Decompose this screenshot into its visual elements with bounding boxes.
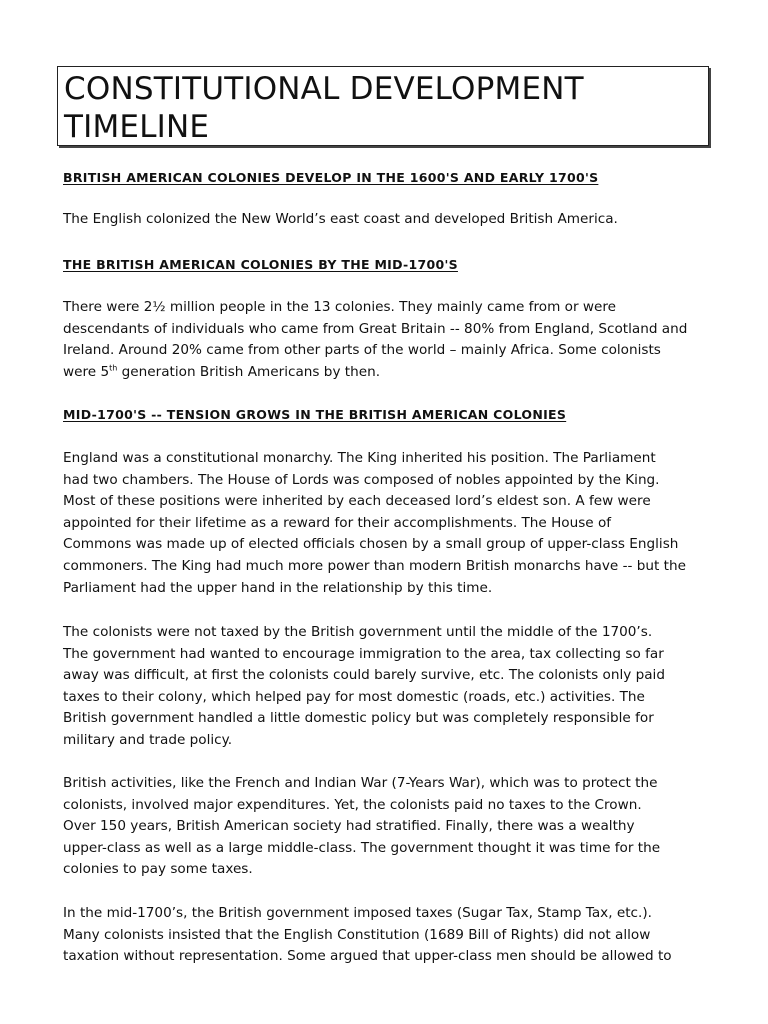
paragraph-line: had two chambers. The House of Lords was composed of nobles appointed by the King. xyxy=(63,471,660,488)
paragraph-line: The English colonized the New World’s east coast and developed British America. xyxy=(63,211,618,227)
paragraph-line: taxes to their colony, which helped pay for most domestic (roads, etc.) activities. The xyxy=(63,688,645,705)
paragraph-line: military and trade policy. xyxy=(63,731,233,748)
paragraph-line: colonists, involved major expenditures. Yet, the colonists paid no taxes to the Crown. xyxy=(63,796,642,813)
paragraph-line: away was difficult, at first the colonists could barely survive, etc. The colonists only paid xyxy=(63,667,665,684)
page-title-line-2: TIMELINE xyxy=(64,109,210,145)
paragraph xyxy=(63,448,713,599)
paragraph-line: appointed for their lifetime as a reward for their accomplishments. The House of xyxy=(63,514,612,531)
title-box xyxy=(57,66,709,146)
section-heading-1: BRITISH AMERICAN COLONIES DEVELOP IN THE 1600'S AND EARLY 1700'S xyxy=(63,170,599,185)
ordinal-suffix: th xyxy=(109,363,118,373)
page-title-line-1: CONSTITUTIONAL DEVELOPMENT xyxy=(64,71,584,107)
paragraph-line: Many colonists insisted that the English Constitution (1689 Bill of Rights) did not allow xyxy=(63,926,651,943)
paragraph-line: Over 150 years, British American society had stratified. Finally, there was a wealthy xyxy=(63,818,635,835)
paragraph-line: In the mid-1700’s, the British government imposed taxes (Sugar Tax, Stamp Tax, etc.). xyxy=(63,905,652,921)
paragraph-line: Most of these positions were inherited by each deceased lord’s eldest son. A few were xyxy=(63,493,651,510)
paragraph-line: taxation without representation. Some argued that upper-class men should be allowed to xyxy=(63,948,672,965)
paragraph-line: There were 2½ million people in the 13 colonies. They mainly came from or were xyxy=(63,299,616,315)
paragraph-line: The colonists were not taxed by the British government until the middle of the 1700’s. xyxy=(63,624,653,640)
paragraph xyxy=(63,622,713,752)
paragraph-line: commoners. The King had much more power than modern British monarchs have -- but the xyxy=(63,557,686,574)
section-heading-3: MID-1700'S -- TENSION GROWS IN THE BRITISH AMERICAN COLONIES xyxy=(63,407,567,422)
paragraph-line: descendants of individuals who came from Great Britain -- 80% from England, Scotland and xyxy=(63,320,688,337)
paragraph-line: British activities, like the French and Indian War (7-Years War), which was to protect the xyxy=(63,775,658,791)
paragraph xyxy=(63,773,713,881)
paragraph-line: colonies to pay some taxes. xyxy=(63,861,253,878)
paragraph-line: The government had wanted to encourage immigration to the area, tax collecting so far xyxy=(63,645,664,662)
paragraph xyxy=(63,903,713,968)
section-heading-2: THE BRITISH AMERICAN COLONIES BY THE MID-1700'S xyxy=(63,257,458,272)
paragraph-line: Commons was made up of elected officials chosen by a small group of upper-class English xyxy=(63,536,679,553)
paragraph-line: Ireland. Around 20% came from other parts of the world – mainly Africa. Some colonists xyxy=(63,342,661,359)
paragraph-line: were 5th generation British Americans by then. xyxy=(63,363,381,380)
paragraph xyxy=(63,297,713,383)
paragraph-line: British government handled a little domestic policy but was completely responsible for xyxy=(63,710,654,727)
paragraph-line: Parliament had the upper hand in the relationship by this time. xyxy=(63,579,493,596)
paragraph xyxy=(63,209,713,231)
paragraph-line: England was a constitutional monarchy. The King inherited his position. The Parliament xyxy=(63,450,656,466)
paragraph-line: upper-class as well as a large middle-class. The government thought it was time for the xyxy=(63,839,661,856)
